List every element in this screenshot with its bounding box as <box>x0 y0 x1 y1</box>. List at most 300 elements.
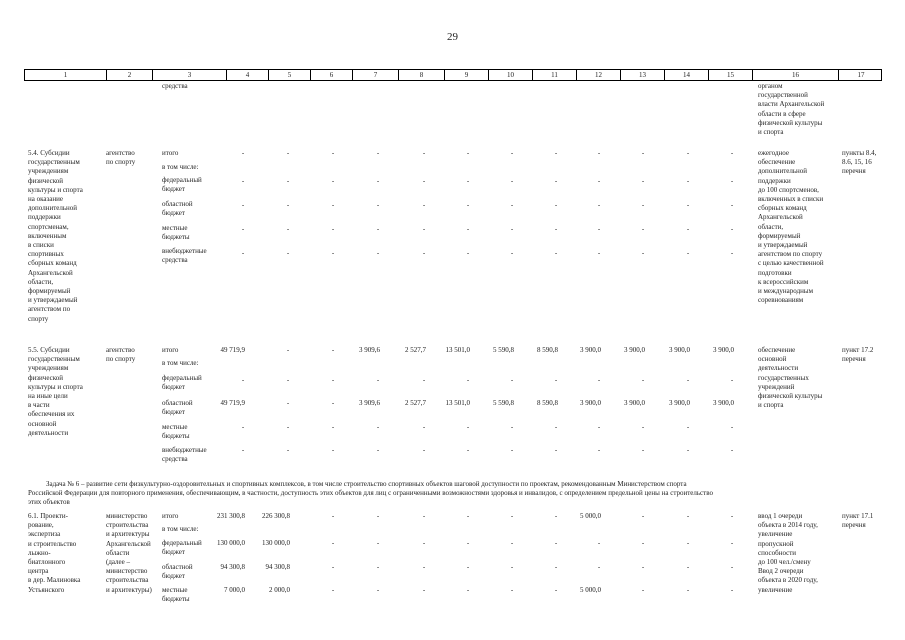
s54-value: - <box>466 149 470 157</box>
s54-name-line: агентством по <box>28 305 71 314</box>
s55-total-value: 2 527,7 <box>405 346 426 354</box>
s54-value: - <box>641 249 645 257</box>
s61-source: в том числе: <box>162 525 199 533</box>
s55-total-value: 3 900,0 <box>580 346 601 354</box>
s55-name-line: на иные цели <box>28 392 68 400</box>
s55-regional-value: 2 527,7 <box>405 399 426 407</box>
s61-result-line: увеличение <box>758 585 793 594</box>
s61-local-value: - <box>510 586 514 594</box>
s55-regional-value: 13 501,0 <box>445 399 470 407</box>
s61-source: бюджеты <box>162 595 190 603</box>
s55-ref-line: пункт 17.2 <box>842 346 874 354</box>
s55-extra-value: - <box>241 446 245 454</box>
s55-source: итого <box>162 346 179 354</box>
s54-source: федеральный <box>162 176 202 184</box>
s55-federal-value: - <box>686 376 690 384</box>
s55-regional-value: - <box>331 399 335 407</box>
s54-ref-line: перечня <box>842 167 866 176</box>
s61-executor-line: Архангельской <box>106 539 151 548</box>
s61-regional-value: - <box>376 563 380 571</box>
s54-value: - <box>376 149 380 157</box>
s55-federal-value: - <box>241 376 245 384</box>
s54-value: - <box>376 225 380 233</box>
s55-extra-value: - <box>554 446 558 454</box>
header-col-1: 1 <box>25 70 107 80</box>
s54-value: - <box>286 249 290 257</box>
s54-source: средства <box>162 256 188 264</box>
s54-value: - <box>241 225 245 233</box>
s55-regional-value: 3 900,0 <box>624 399 645 407</box>
s61-source: местные <box>162 586 188 594</box>
s54-executor-line: по спорту <box>106 158 136 167</box>
cont-result-line: власти Архангельской <box>758 100 825 109</box>
s54-source: итого <box>162 149 179 157</box>
s61-regional-value: - <box>641 563 645 571</box>
s54-name-line: государственным <box>28 158 80 167</box>
s54-value: - <box>730 177 734 185</box>
s55-name-line: деятельности <box>28 428 69 437</box>
s61-total-value: - <box>641 512 645 520</box>
s54-value: - <box>597 201 601 209</box>
s54-name-line: на оказание <box>28 195 63 203</box>
s61-ref-line: перечня <box>842 521 866 530</box>
s54-source: бюджет <box>162 185 185 193</box>
s55-extra-value: - <box>376 446 380 454</box>
s61-name-line: в дер. Малиновка <box>28 576 81 585</box>
cont-result-line: и спорта <box>758 128 784 136</box>
s61-total-value: 231 300,8 <box>217 512 245 520</box>
s55-source: бюджеты <box>162 432 190 440</box>
s55-local-value: - <box>286 423 290 431</box>
s61-federal-value: - <box>641 539 645 547</box>
task-6-heading <box>28 480 880 507</box>
s54-result-line: с целью качественной <box>758 259 824 268</box>
header-col-13: 13 <box>621 70 665 80</box>
s54-value: - <box>241 249 245 257</box>
s54-ref-line: 8.6, 15, 16 <box>842 158 872 167</box>
s54-result-line: сборных команд <box>758 204 807 213</box>
s54-result-line: и утверждаемый <box>758 241 808 249</box>
s54-value: - <box>510 225 514 233</box>
s55-result-line: государственных <box>758 373 809 382</box>
s61-federal-value: 130 000,0 <box>217 539 245 547</box>
s54-value: - <box>286 201 290 209</box>
s54-name-line: учреждениям <box>28 167 69 176</box>
s54-value: - <box>422 201 426 209</box>
s55-source: средства <box>162 455 188 463</box>
s55-extra-value: - <box>597 446 601 454</box>
s55-extra-value: - <box>331 446 335 454</box>
s55-total-value: 8 590,8 <box>537 346 558 354</box>
s61-federal-value: - <box>422 539 426 547</box>
s54-value: - <box>510 149 514 157</box>
s54-source: областной <box>162 200 193 208</box>
s55-regional-value: 8 590,8 <box>537 399 558 407</box>
s61-local-value: - <box>641 586 645 594</box>
s54-value: - <box>730 249 734 257</box>
s54-result-line: ежегодное <box>758 149 789 157</box>
s54-value: - <box>686 177 690 185</box>
s54-value: - <box>510 201 514 209</box>
s61-result-line: объекта в 2020 году, <box>758 576 818 585</box>
s61-result-line: ввод 1 очереди <box>758 512 803 520</box>
s55-regional-value: 5 590,8 <box>493 399 514 407</box>
s55-federal-value: - <box>641 376 645 384</box>
s61-name-line: лыжно- <box>28 548 51 557</box>
s54-value: - <box>641 201 645 209</box>
s55-regional-value: 3 909,6 <box>359 399 380 407</box>
s55-total-value: - <box>331 346 335 354</box>
s54-value: - <box>286 149 290 157</box>
s54-name-line: спортивных <box>28 250 64 259</box>
s61-name-line: экспертиза <box>28 530 61 539</box>
header-col-14: 14 <box>665 70 709 80</box>
s55-total-value: - <box>286 346 290 354</box>
s55-total-value: 3 900,0 <box>669 346 690 354</box>
s61-local-value: - <box>466 586 470 594</box>
task-6-line-1: Задача № 6 – развитие сети физкультурно-оздоровительных и спортивных комплексов, в том числе строительство спортивных объектов шаговой доступности по проектам, рекомендованным Министерством спорта <box>46 480 687 488</box>
s55-regional-value: 3 900,0 <box>580 399 601 407</box>
s54-value: - <box>286 225 290 233</box>
s54-name-line: сборных команд <box>28 259 77 268</box>
header-col-9: 9 <box>445 70 489 80</box>
s55-executor-line: по спорту <box>106 355 136 364</box>
s54-source: местные <box>162 224 188 232</box>
s55-regional-value: - <box>286 399 290 407</box>
s55-source: федеральный <box>162 374 202 382</box>
s54-result-line: соревнованиям <box>758 296 804 305</box>
s55-extra-value: - <box>422 446 426 454</box>
s54-value: - <box>241 177 245 185</box>
cont-source-label: средства <box>162 82 188 90</box>
s61-regional-value: - <box>554 563 558 571</box>
s54-ref-line: пункты 8.4, <box>842 149 877 157</box>
s54-value: - <box>641 149 645 157</box>
header-col-12: 12 <box>577 70 621 80</box>
s61-regional-value: - <box>422 563 426 571</box>
s55-federal-value: - <box>466 376 470 384</box>
s61-result-line: объекта в 2014 году, <box>758 521 818 530</box>
s54-value: - <box>554 177 558 185</box>
s61-name-line: рование, <box>28 521 54 530</box>
s61-executor-line: строительства <box>106 576 149 585</box>
s61-executor-line: и архитектуры) <box>106 585 152 594</box>
cont-result-line: области в сфере <box>758 109 806 118</box>
s55-name-line: обеспечения их <box>28 410 75 419</box>
s54-value: - <box>422 149 426 157</box>
task-6-line-3: этих объектов <box>28 498 70 506</box>
s54-value: - <box>730 149 734 157</box>
s61-regional-value: 94 300,8 <box>220 563 245 571</box>
s61-name-line: и строительство <box>28 539 77 548</box>
s55-ref-line: перечня <box>842 355 866 364</box>
s61-regional-value: - <box>331 563 335 571</box>
s61-local-value: - <box>686 586 690 594</box>
s54-value: - <box>597 225 601 233</box>
s55-executor-line: агентство <box>106 346 135 354</box>
s54-source: бюджеты <box>162 233 190 241</box>
s54-value: - <box>686 225 690 233</box>
s55-result-line: деятельности <box>758 364 799 373</box>
s61-executor-line: министерство <box>106 512 148 520</box>
s54-name-line: области, <box>28 277 54 286</box>
s55-local-value: - <box>376 423 380 431</box>
s54-result-line: обеспечение <box>758 158 796 167</box>
s55-source: внебюджетные <box>162 446 207 454</box>
s54-value: - <box>641 177 645 185</box>
s55-local-value: - <box>554 423 558 431</box>
header-col-16: 16 <box>753 70 839 80</box>
s61-total-value: - <box>510 512 514 520</box>
s55-total-value: 3 900,0 <box>624 346 645 354</box>
s55-source: бюджет <box>162 383 185 391</box>
s54-value: - <box>554 201 558 209</box>
s55-local-value: - <box>641 423 645 431</box>
s61-source: итого <box>162 512 179 520</box>
table-header-row <box>24 69 882 81</box>
s55-local-value: - <box>730 423 734 431</box>
s54-value: - <box>730 225 734 233</box>
s61-total-value: 226 300,8 <box>262 512 290 520</box>
s54-result-line: к всероссийским <box>758 277 809 286</box>
header-col-7: 7 <box>353 70 399 80</box>
s54-name-line: в списки <box>28 241 54 249</box>
s61-name-line: биатлонного <box>28 558 66 566</box>
s61-result-line: пропускной <box>758 539 794 548</box>
s54-value: - <box>466 201 470 209</box>
s61-total-value: - <box>422 512 426 520</box>
s54-result-line: Архангельской <box>758 213 803 222</box>
s54-name-line: и утверждаемый <box>28 296 78 305</box>
s61-result-line: способности <box>758 548 797 557</box>
s61-result-line: до 100 чел./смену <box>758 558 811 566</box>
s61-total-value: - <box>686 512 690 520</box>
cont-result-line: физической культуры <box>758 118 823 127</box>
s54-result-line: агентством по спорту <box>758 250 823 259</box>
s55-name-line: основной <box>28 419 57 428</box>
s61-local-value: - <box>554 586 558 594</box>
s55-result-line: основной <box>758 355 787 364</box>
s61-federal-value: - <box>597 539 601 547</box>
s61-source: федеральный <box>162 539 202 547</box>
task-6-line-2: Российской Федерации для повторного применения, обеспечивающим, в частности, доступность этих объектов для лиц с ограниченными возможностями здоровья и инвалидов, с определением предельной цены на строительство <box>28 489 713 497</box>
s55-total-value: 3 900,0 <box>713 346 734 354</box>
s61-regional-value: - <box>686 563 690 571</box>
s55-extra-value: - <box>510 446 514 454</box>
s54-result-line: поддержки <box>758 176 791 185</box>
s54-value: - <box>686 149 690 157</box>
s54-value: - <box>510 177 514 185</box>
s55-result-line: и спорта <box>758 401 784 410</box>
s61-total-value: - <box>730 512 734 520</box>
s61-source: бюджет <box>162 548 185 556</box>
s61-result-line: увеличение <box>758 530 793 539</box>
s54-name-line: формируемый <box>28 287 71 295</box>
s54-value: - <box>597 249 601 257</box>
s54-source: внебюджетные <box>162 247 207 255</box>
page-number: 29 <box>447 31 458 43</box>
s54-result-line: до 100 спортсменов, <box>758 185 819 194</box>
s55-federal-value: - <box>730 376 734 384</box>
s61-federal-value: - <box>466 539 470 547</box>
header-col-8: 8 <box>399 70 445 80</box>
s61-regional-value: 94 300,8 <box>265 563 290 571</box>
s55-name-line: 5.5. Субсидии <box>28 346 70 354</box>
s55-source: в том числе: <box>162 359 199 367</box>
s54-name-line: спорту <box>28 314 49 323</box>
header-col-10: 10 <box>489 70 533 80</box>
s61-total-value: - <box>466 512 470 520</box>
header-col-5: 5 <box>269 70 311 80</box>
s61-regional-value: - <box>597 563 601 571</box>
s55-extra-value: - <box>641 446 645 454</box>
s54-result-line: и международным <box>758 287 814 295</box>
s55-name-line: физической <box>28 373 63 382</box>
s55-extra-value: - <box>466 446 470 454</box>
s55-total-value: 5 590,8 <box>493 346 514 354</box>
s61-source: бюджет <box>162 572 185 580</box>
header-col-4: 4 <box>227 70 269 80</box>
s61-local-value: - <box>376 586 380 594</box>
s54-value: - <box>422 177 426 185</box>
s54-value: - <box>331 201 335 209</box>
s61-executor-line: и архитектуры <box>106 530 150 539</box>
s55-federal-value: - <box>286 376 290 384</box>
s55-extra-value: - <box>730 446 734 454</box>
s54-result-line: подготовки <box>758 268 792 277</box>
s61-name-line: центра <box>28 567 49 576</box>
s55-local-value: - <box>686 423 690 431</box>
s55-federal-value: - <box>422 376 426 384</box>
s61-executor-line: (далее – <box>106 558 131 566</box>
s61-federal-value: - <box>376 539 380 547</box>
s55-local-value: - <box>466 423 470 431</box>
s55-local-value: - <box>510 423 514 431</box>
s54-value: - <box>730 201 734 209</box>
s55-federal-value: - <box>554 376 558 384</box>
s55-source: местные <box>162 423 188 431</box>
header-col-3: 3 <box>153 70 227 80</box>
s55-total-value: 13 501,0 <box>445 346 470 354</box>
s54-value: - <box>376 177 380 185</box>
s55-total-value: 3 909,6 <box>359 346 380 354</box>
s54-executor-line: агентство <box>106 149 135 157</box>
s55-federal-value: - <box>376 376 380 384</box>
s61-local-value: - <box>730 586 734 594</box>
s54-value: - <box>597 177 601 185</box>
s61-result-line: Ввод 2 очереди <box>758 567 804 576</box>
s55-source: областной <box>162 399 193 407</box>
s55-federal-value: - <box>331 376 335 384</box>
s61-local-value: 2 000,0 <box>269 586 290 594</box>
s55-name-line: в части <box>28 401 50 410</box>
s54-value: - <box>422 249 426 257</box>
s54-value: - <box>510 249 514 257</box>
s54-value: - <box>422 225 426 233</box>
header-col-6: 6 <box>311 70 353 80</box>
s54-name-line: Архангельской <box>28 268 73 277</box>
s54-value: - <box>331 249 335 257</box>
s54-value: - <box>331 177 335 185</box>
s61-ref-line: пункт 17.1 <box>842 512 874 520</box>
s54-value: - <box>331 225 335 233</box>
s55-result-line: физической культуры <box>758 392 823 400</box>
s61-local-value: - <box>331 586 335 594</box>
s54-value: - <box>466 177 470 185</box>
cont-result-line: государственной <box>758 91 808 100</box>
s55-local-value: - <box>331 423 335 431</box>
s54-name-line: культуры и спорта <box>28 185 83 194</box>
s61-federal-value: 130 000,0 <box>262 539 290 547</box>
s61-executor-line: строительства <box>106 521 149 530</box>
s54-value: - <box>241 149 245 157</box>
s61-federal-value: - <box>686 539 690 547</box>
s61-source: областной <box>162 563 193 571</box>
s61-local-value: 7 000,0 <box>224 586 245 594</box>
s61-federal-value: - <box>331 539 335 547</box>
s55-local-value: - <box>422 423 426 431</box>
s54-source: в том числе: <box>162 163 199 171</box>
s61-federal-value: - <box>730 539 734 547</box>
s54-value: - <box>597 149 601 157</box>
s55-result-line: учреждений <box>758 382 795 391</box>
s54-value: - <box>286 177 290 185</box>
s61-total-value: - <box>554 512 558 520</box>
s55-extra-value: - <box>686 446 690 454</box>
s54-value: - <box>554 249 558 257</box>
s55-result-line: обеспечение <box>758 346 796 354</box>
s61-total-value: 5 000,0 <box>580 512 601 520</box>
s61-local-value: 5 000,0 <box>580 586 601 594</box>
s54-value: - <box>641 225 645 233</box>
header-col-17: 17 <box>857 71 865 79</box>
s54-value: - <box>554 149 558 157</box>
s55-federal-value: - <box>510 376 514 384</box>
s54-value: - <box>376 249 380 257</box>
s55-extra-value: - <box>286 446 290 454</box>
s61-name-line: 6.1. Проекти- <box>28 512 68 520</box>
s61-regional-value: - <box>730 563 734 571</box>
s54-value: - <box>376 201 380 209</box>
s61-local-value: - <box>422 586 426 594</box>
s61-federal-value: - <box>554 539 558 547</box>
s61-regional-value: - <box>510 563 514 571</box>
header-col-2: 2 <box>107 70 153 80</box>
s54-value: - <box>466 225 470 233</box>
s61-total-value: - <box>331 512 335 520</box>
s55-federal-value: - <box>597 376 601 384</box>
s54-result-line: формируемый <box>758 231 801 240</box>
s61-regional-value: - <box>466 563 470 571</box>
s54-name-line: физической <box>28 176 63 185</box>
header-col-15: 15 <box>709 70 753 80</box>
s55-source: бюджет <box>162 408 185 416</box>
s54-value: - <box>686 201 690 209</box>
s61-name-line: Устьянского <box>28 585 65 594</box>
header-col-11: 11 <box>533 70 577 80</box>
s61-executor-line: области <box>106 548 130 557</box>
s54-result-line: области, <box>758 222 784 231</box>
s54-result-line: включенных в списки <box>758 195 824 203</box>
s55-name-line: учреждениям <box>28 364 69 373</box>
s61-executor-line: министерство <box>106 567 148 576</box>
s54-name-line: дополнительной <box>28 204 78 213</box>
s55-name-line: культуры и спорта <box>28 382 83 391</box>
s55-name-line: государственным <box>28 355 80 364</box>
s55-regional-value: 3 900,0 <box>669 399 690 407</box>
s54-name-line: включенным <box>28 231 67 240</box>
cont-result-line: органом <box>758 82 783 90</box>
